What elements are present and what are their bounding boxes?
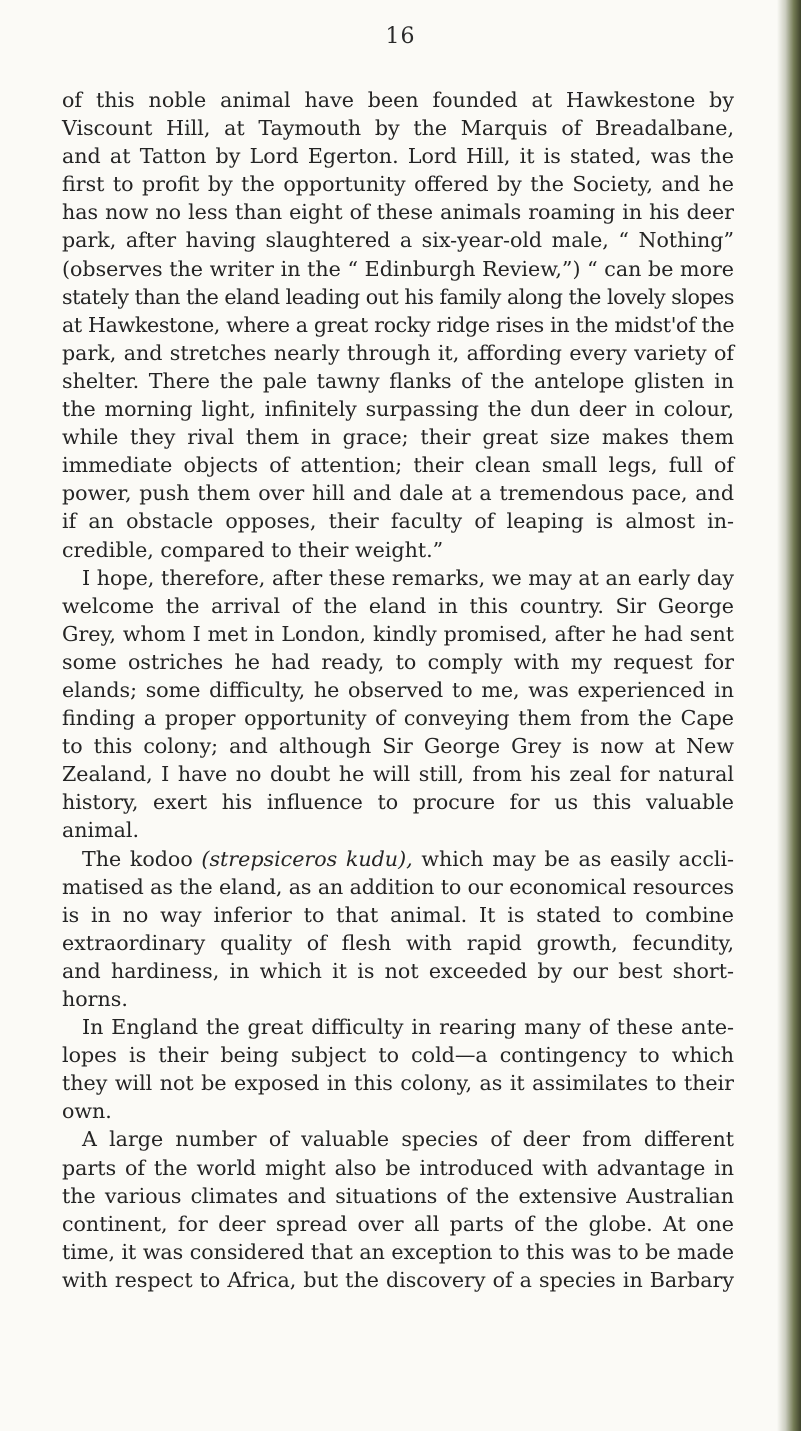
text-line: continent, for deer spread over all parts of the globe. At one [62,1211,734,1236]
page-binding-edge [777,0,801,1431]
text-line: and hardiness, in which it is not exceeded by our best short- [62,958,734,983]
text-line: to this colony; and although Sir George Grey is now at New [62,734,734,759]
text-line: extraordinary quality of flesh with rapid growth, fecundity, [62,930,734,955]
text-line: horns. [62,987,128,1011]
text-line: park, and stretches nearly through it, affording every variety of [62,340,734,365]
text-line: the various climates and situations of the extensive Australian [62,1183,734,1208]
text-line: shelter. There the pale tawny flanks of the antelope glisten in [62,368,734,393]
kodoo-text-after: which may be as easily accli- [412,846,734,871]
kodoo-species-name: (strepsiceros kudu), [201,846,413,871]
text-line: first to profit by the opportunity offered by the Society, and he [62,172,734,197]
text-line: is in no way inferior to that animal. It is stated to combine [62,902,734,927]
text-line: with respect to Africa, but the discovery of a species in Barbary [62,1267,734,1292]
text-line: parts of the world might also be introduced with advantage in [62,1155,734,1180]
text-line: time, it was considered that an exception to this was to be made [62,1239,734,1264]
kodoo-text-before: The kodoo [82,846,202,871]
text-line: while they rival them in grace; their great size makes them [62,425,734,450]
text-line: and at Tatton by Lord Egerton. Lord Hill, it is stated, was the [62,144,734,169]
text-line: finding a proper opportunity of conveying them from the Cape [62,706,734,731]
paragraph-start-line: I hope, therefore, after these remarks, we may at an early day [82,565,734,590]
text-line: if an obstacle opposes, their faculty of leaping is almost in- [62,509,734,534]
text-line: the morning light, infinitely surpassing the dun deer in colour, [62,397,734,422]
text-line: history, exert his influence to procure for us this valuable [62,790,734,815]
text-line: at Hawkestone, where a great rocky ridge rises in the midst'of the [62,312,735,337]
text-line: animal. [62,818,140,843]
text-line: has now no less than eight of these animals roaming in his deer [62,200,734,225]
body-text [62,86,734,1294]
text-line: Zealand, I have no doubt he will still, from his zeal for natural [62,762,734,787]
text-line: elands; some difficulty, he observed to me, was experienced in [62,677,734,702]
text-line: Grey, whom I met in London, kindly promised, after he had sent [62,621,734,646]
text-line: stately than the eland leading out his family along the lovely slopes [62,284,734,309]
text-line: park, after having slaughtered a six-year-old male, “ Nothing” [62,228,734,253]
text-line: Viscount Hill, at Taymouth by the Marquis of Breadalbane, [62,116,734,141]
paragraph-start-line [62,845,734,873]
text-line: some ostriches he had ready, to comply with my request for [62,649,734,674]
text-line: of this noble animal have been founded at Hawkestone by [62,88,734,112]
text-line: they will not be exposed in this colony, as it assimilates to their [62,1071,734,1096]
text-line: power, push them over hill and dale at a tremendous pace, and [62,481,734,506]
page-number: 16 [385,24,416,49]
text-line: immediate objects of attention; their clean small legs, full of [62,453,734,478]
text-line: matised as the eland, as an addition to our economical resources [62,874,734,899]
paragraph-start-line: In England the great difficulty in rearing many of these ante- [82,1015,734,1040]
text-line: credible, compared to their weight.” [62,537,444,562]
text-line: own. [62,1099,112,1124]
paragraph-start-line: A large number of valuable species of deer from different [82,1127,734,1152]
text-line: welcome the arrival of the eland in this country. Sir George [62,593,734,618]
text-line: (observes the writer in the “ Edinburgh Review,”) “ can be more [62,256,734,281]
text-line: lopes is their being subject to cold—a contingency to which [62,1043,734,1068]
